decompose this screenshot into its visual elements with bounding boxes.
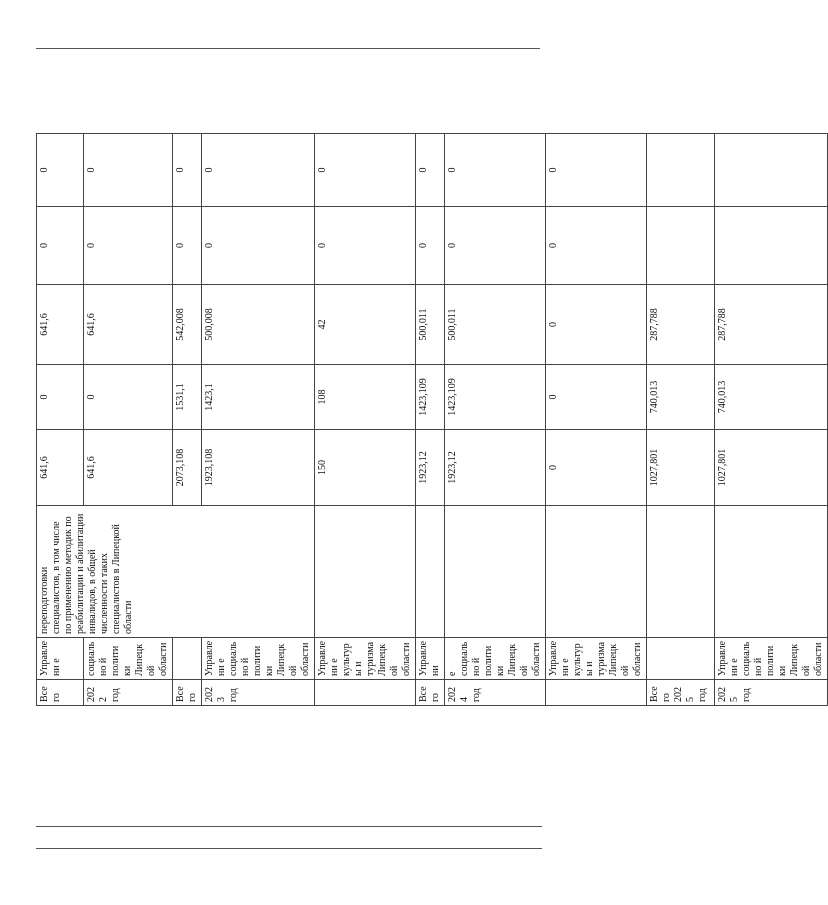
- local-value: 0: [416, 207, 445, 285]
- indicator-cell: [546, 506, 647, 638]
- year-cell: Всего: [173, 680, 202, 706]
- regional-value: 287,788: [647, 285, 715, 365]
- local-value: [647, 207, 715, 285]
- table-row: [445, 134, 546, 706]
- indicator-cell: [315, 506, 416, 638]
- federal-value: 1423,1: [202, 365, 315, 430]
- federal-value: 740,013: [715, 365, 828, 430]
- budget-table: [36, 133, 828, 706]
- executor-cell: Управлени е культуры и туризма Липецкой области: [546, 638, 647, 680]
- executor-cell: Управлени е культуры и туризма Липецкой области: [315, 638, 416, 680]
- other-value: 0: [546, 134, 647, 207]
- regional-value: 542,008: [173, 285, 202, 365]
- indicator-cell: [715, 506, 828, 638]
- local-value: 0: [315, 207, 416, 285]
- year-cell: 2025 год: [715, 680, 828, 706]
- regional-value: 641,6: [37, 285, 84, 365]
- regional-value: 641,6: [84, 285, 173, 365]
- total-value: 2073,108: [173, 430, 202, 506]
- executor-cell: Управлени е социально й политики Липецкой области: [202, 638, 315, 680]
- total-value: 1923,12: [445, 430, 546, 506]
- regional-value: 0: [546, 285, 647, 365]
- other-value: [715, 134, 828, 207]
- total-value: 1027,801: [647, 430, 715, 506]
- other-value: 0: [445, 134, 546, 207]
- year-cell: 2022 год: [84, 680, 173, 706]
- indicator-cell: переподготовки специалистов, в том числе по применению методик по реабилитации и абилитации инвалидов, в общей численности таких специалистов в Липецкой области: [37, 506, 315, 638]
- other-value: 0: [416, 134, 445, 207]
- table-row: [647, 134, 715, 706]
- federal-value: 740,013: [647, 365, 715, 430]
- bottom-rule-lower: [36, 848, 542, 849]
- total-value: 641,6: [37, 430, 84, 506]
- other-value: 0: [84, 134, 173, 207]
- local-value: 0: [84, 207, 173, 285]
- year-cell: 2024 год: [445, 680, 546, 706]
- bottom-rule-upper: [36, 826, 542, 827]
- local-value: 0: [546, 207, 647, 285]
- total-value: 0: [546, 430, 647, 506]
- executor-cell: Управлени е социально й политики Липецкой области: [715, 638, 828, 680]
- indicator-cell: [445, 506, 546, 638]
- federal-value: 0: [84, 365, 173, 430]
- top-rule: [36, 48, 540, 49]
- federal-value: 1531,1: [173, 365, 202, 430]
- regional-value: 500,011: [416, 285, 445, 365]
- executor-cell: [173, 638, 202, 680]
- regional-value: 287,788: [715, 285, 828, 365]
- total-value: 1923,12: [416, 430, 445, 506]
- local-value: 0: [202, 207, 315, 285]
- table-row: [315, 134, 416, 706]
- other-value: 0: [202, 134, 315, 207]
- regional-value: 500,011: [445, 285, 546, 365]
- other-value: [647, 134, 715, 207]
- executor-cell: Управлени: [416, 638, 445, 680]
- year-cell: Всего: [37, 680, 84, 706]
- federal-value: 1423,109: [416, 365, 445, 430]
- executor-cell: социально й политики Липецкой области: [84, 638, 173, 680]
- regional-value: 42: [315, 285, 416, 365]
- year-cell: [546, 680, 647, 706]
- indicator-cell: [416, 506, 445, 638]
- federal-value: 0: [37, 365, 84, 430]
- federal-value: 108: [315, 365, 416, 430]
- total-value: 150: [315, 430, 416, 506]
- table-row: [416, 134, 445, 706]
- year-cell: Всего: [416, 680, 445, 706]
- executor-cell: [647, 638, 715, 680]
- other-value: 0: [173, 134, 202, 207]
- local-value: 0: [173, 207, 202, 285]
- other-value: 0: [37, 134, 84, 207]
- local-value: 0: [37, 207, 84, 285]
- local-value: 0: [445, 207, 546, 285]
- local-value: [715, 207, 828, 285]
- table-row: [715, 134, 828, 706]
- total-value: 641,6: [84, 430, 173, 506]
- total-value: 1027,801: [715, 430, 828, 506]
- year-cell: Всего 2025 год: [647, 680, 715, 706]
- regional-value: 500,008: [202, 285, 315, 365]
- indicator-cell: [647, 506, 715, 638]
- rotated-table-container: [36, 134, 824, 706]
- other-value: 0: [315, 134, 416, 207]
- total-value: 1923,108: [202, 430, 315, 506]
- year-cell: [315, 680, 416, 706]
- federal-value: 1423,109: [445, 365, 546, 430]
- table-row: [546, 134, 647, 706]
- executor-cell: Управлени е: [37, 638, 84, 680]
- year-cell: 2023 год: [202, 680, 315, 706]
- executor-cell: е социально й политики Липецкой области: [445, 638, 546, 680]
- table-row: [37, 134, 84, 706]
- federal-value: 0: [546, 365, 647, 430]
